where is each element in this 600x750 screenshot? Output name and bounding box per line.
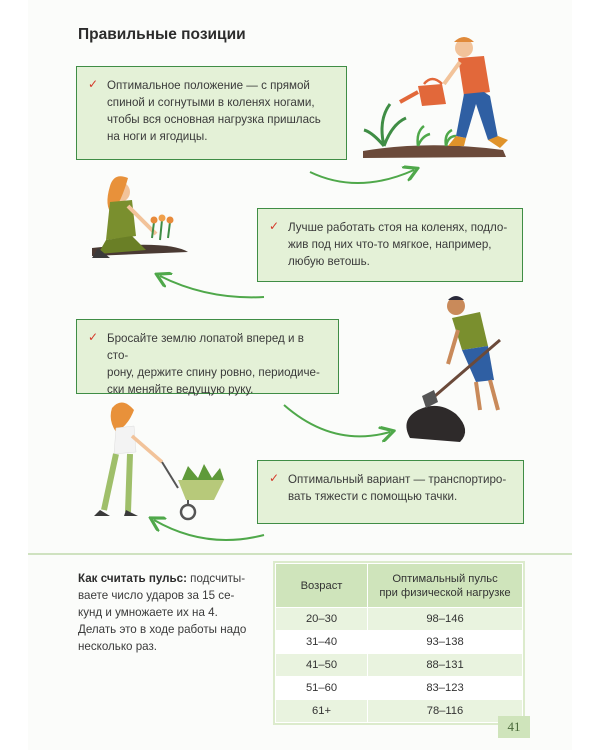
tip-line: на ноги и ягодицы. [107, 130, 208, 143]
age-cell: 51–60 [276, 677, 368, 700]
pulse-line: несколько раз. [78, 640, 158, 653]
curved-arrow-icon [160, 276, 264, 297]
tip-line: Бросайте землю лопатой вперед и в сто- [107, 332, 304, 362]
table-row [276, 631, 523, 654]
tip-box-shovel [76, 319, 339, 394]
tip-line: спиной и согнутыми в коленях ногами, [107, 96, 315, 109]
pulse-cell: 78–116 [368, 700, 523, 723]
pulse-line: подсчиты- [186, 572, 246, 585]
curved-arrow-icon [284, 405, 390, 436]
page-title: Правильные позиции [78, 26, 246, 43]
kneeling-woman-illustration [92, 176, 188, 258]
pulse-line: ваете число ударов за 15 се- [78, 589, 235, 602]
tip-box-kneeling [257, 208, 523, 282]
table-row [276, 700, 523, 723]
pulse-line: Делать это в ходе работы надо [78, 623, 247, 636]
column-header-age: Возраст [276, 564, 368, 608]
tip-line: Лучше работать стоя на коленях, подло- [288, 221, 508, 234]
age-cell: 31–40 [276, 631, 368, 654]
man-digging-illustration [406, 296, 500, 442]
column-header-line: при физической нагрузке [379, 586, 511, 599]
curved-arrow-icon [154, 520, 264, 540]
tip-line: чтобы вся основная нагрузка пришлась [107, 113, 321, 126]
table-row [276, 608, 523, 631]
pulse-table [275, 563, 523, 723]
tip-line: Оптимальный вариант — транспортиро- [288, 473, 507, 486]
checkmark-icon: ✓ [269, 471, 280, 485]
gardener-watering-illustration [363, 37, 508, 158]
table-row [276, 654, 523, 677]
section-divider [28, 553, 572, 555]
curved-arrow-icon [310, 170, 414, 183]
tip-line: рону, держите спину ровно, периодиче- [107, 366, 320, 379]
age-cell: 41–50 [276, 654, 368, 677]
tip-line: любую ветошь. [288, 255, 370, 268]
pulse-label: Как считать пульс: [78, 572, 187, 585]
column-header-line: Оптимальный пульс [392, 572, 498, 585]
book-page [28, 0, 572, 750]
pulse-instructions [78, 570, 258, 655]
tip-box-posture [76, 66, 347, 160]
checkmark-icon: ✓ [88, 77, 99, 91]
pulse-cell: 98–146 [368, 608, 523, 631]
woman-wheelbarrow-illustration [94, 402, 224, 519]
checkmark-icon: ✓ [88, 330, 99, 344]
tip-line: Оптимальное положение — с прямой [107, 79, 310, 92]
page-number: 41 [498, 716, 530, 738]
tip-line: вать тяжести с помощью тачки. [288, 490, 458, 503]
column-header-pulse [368, 564, 523, 608]
tip-line: ски меняйте ведущую руку. [107, 383, 254, 396]
age-cell: 61+ [276, 700, 368, 723]
tip-line: жив под них что-то мягкое, например, [288, 238, 492, 251]
pulse-cell: 88–131 [368, 654, 523, 677]
age-cell: 20–30 [276, 608, 368, 631]
table-row [276, 677, 523, 700]
pulse-cell: 93–138 [368, 631, 523, 654]
checkmark-icon: ✓ [269, 219, 280, 233]
pulse-cell: 83–123 [368, 677, 523, 700]
tip-box-wheelbarrow [257, 460, 524, 524]
pulse-line: кунд и умножаете их на 4. [78, 606, 218, 619]
